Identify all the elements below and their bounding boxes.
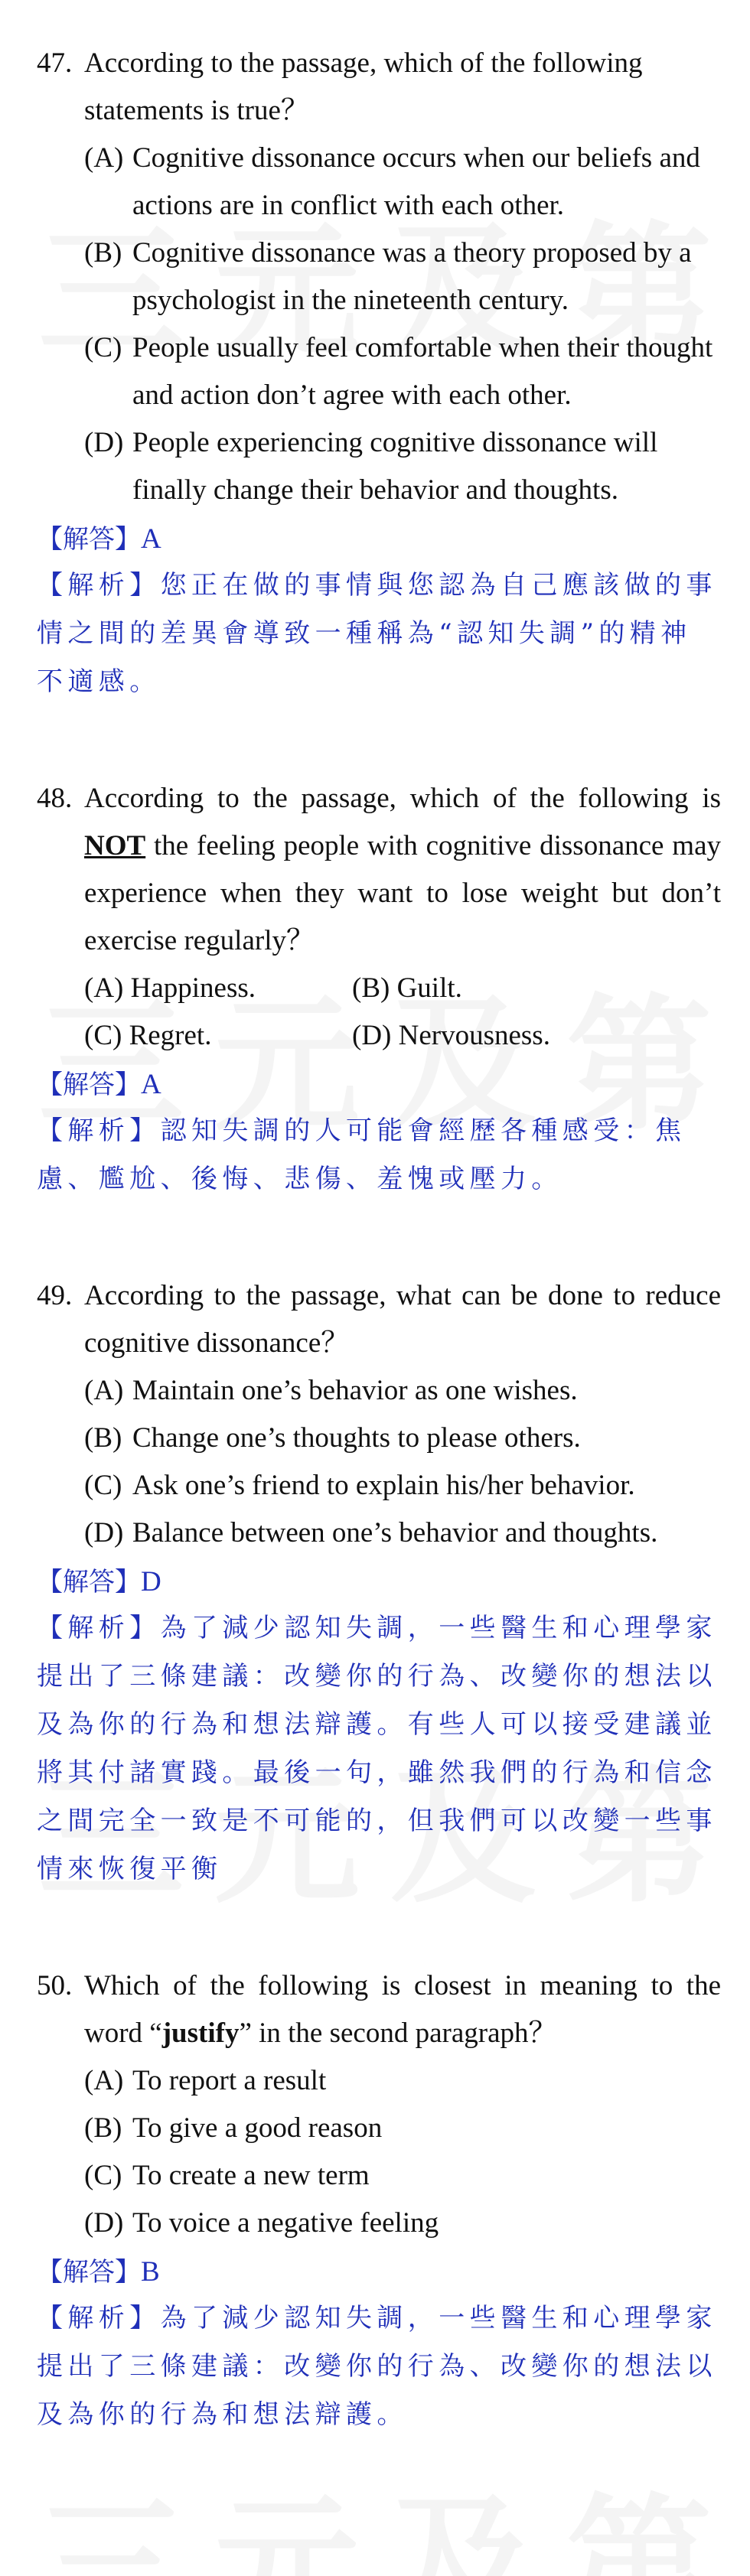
option-text: Balance between one’s behavior and thoughts. <box>132 1517 658 1549</box>
option-letter: (A) <box>84 972 124 1004</box>
question-stem <box>37 1272 721 1367</box>
question-number: 50. <box>37 1970 73 2001</box>
option-a <box>37 135 721 230</box>
question-stem <box>37 1962 721 2057</box>
option-d <box>37 419 721 514</box>
option-letter: (B) <box>84 2112 122 2144</box>
option-letter: (D) <box>352 1020 392 1051</box>
option-letter: (C) <box>84 332 122 363</box>
option-letter: (C) <box>84 2160 122 2191</box>
option-letter: (D) <box>84 1517 124 1549</box>
analysis-text: 【解析】認知失調的人可能會經歷各種感受：焦慮、尷尬、後悔、悲傷、羞愧或壓力。 <box>37 1115 686 1194</box>
answer-label: 【解答】 <box>37 2257 141 2288</box>
emphasis-not: NOT <box>84 830 146 861</box>
option-b <box>37 230 721 324</box>
watermark <box>38 2448 712 2576</box>
answer-line <box>37 517 721 562</box>
option-c <box>37 1462 721 1509</box>
option-letter: (A) <box>84 142 124 174</box>
question-number: 49. <box>37 1280 73 1311</box>
answer-value: A <box>141 523 161 555</box>
question-text: According to the passage, which of the following statements is true？ <box>84 47 643 126</box>
option-d <box>352 1012 620 1060</box>
answer-line <box>37 2250 721 2294</box>
option-b <box>352 965 620 1012</box>
option-text: To give a good reason <box>132 2112 383 2144</box>
option-text: Change one’s thoughts to please others. <box>132 1422 581 1454</box>
answer-line <box>37 1063 721 1107</box>
option-text: Cognitive dissonance occurs when our beliefs and actions are in conflict with each other. <box>132 142 700 221</box>
option-c <box>37 2152 721 2200</box>
question-text: According to the passage, what can be done to reduce cognitive dissonance？ <box>84 1280 721 1359</box>
question-stem <box>37 40 721 135</box>
question-text-after: ” in the second paragraph？ <box>239 2017 557 2049</box>
question-50 <box>37 1962 721 2439</box>
option-text: Regret. <box>129 1020 212 1051</box>
option-letter: (C) <box>84 1020 122 1051</box>
option-a <box>37 2057 721 2105</box>
question-47 <box>37 40 721 706</box>
option-a <box>84 965 352 1012</box>
option-letter: (B) <box>84 1422 122 1454</box>
analysis-text: 【解析】為了減少認知失調，一些醫生和心理學家提出了三條建議：改變你的行為、改變你的想法以及為你的行為和想法辯護。有些人可以接受建議並將其付諸實踐。最後一句，雖然我們的行為和信念之間完全一致是不可能的，但我們可以改變一些事情來恢復平衡 <box>37 1613 717 1884</box>
option-letter: (B) <box>352 972 390 1004</box>
answer-label: 【解答】 <box>37 1567 141 1597</box>
option-text: To create a new term <box>132 2160 370 2191</box>
option-text: To report a result <box>132 2065 327 2096</box>
question-48 <box>37 775 721 1203</box>
option-c <box>84 1012 352 1060</box>
question-text-after: the feeling people with cognitive dissonance may experience when they want to lose weight but don’t exercise regularly？ <box>84 830 721 956</box>
question-49 <box>37 1272 721 1894</box>
option-letter: (C) <box>84 1470 122 1501</box>
option-text: People usually feel comfortable when their thought and action don’t agree with each other. <box>132 332 713 411</box>
question-text-before: Which of the following is closest in meaning to the word “ <box>84 1970 721 2049</box>
option-c <box>37 324 721 419</box>
option-letter: (D) <box>84 2207 124 2239</box>
answer-label: 【解答】 <box>37 1070 141 1100</box>
option-letter: (B) <box>84 237 122 269</box>
answer-value: D <box>141 1566 161 1597</box>
option-b <box>37 1415 721 1462</box>
option-text: People experiencing cognitive dissonance will finally change their behavior and thoughts. <box>132 427 658 506</box>
option-row <box>37 1012 721 1060</box>
option-row <box>37 965 721 1012</box>
question-stem <box>37 775 721 965</box>
option-b <box>37 2105 721 2152</box>
option-text: Happiness. <box>130 972 256 1004</box>
option-text: Ask one’s friend to explain his/her behavior. <box>132 1470 635 1501</box>
option-letter: (D) <box>84 427 124 458</box>
option-text: Maintain one’s behavior as one wishes. <box>132 1375 578 1406</box>
option-d <box>37 2200 721 2247</box>
analysis-text: 【解析】您正在做的事情與您認為自己應該做的事情之間的差異會導致一種稱為“認知失調”的精神不適感。 <box>37 570 717 697</box>
option-a <box>37 1367 721 1415</box>
question-number: 47. <box>37 47 73 79</box>
answer-label: 【解答】 <box>37 524 141 555</box>
question-number: 48. <box>37 783 73 814</box>
analysis-text: 【解析】為了減少認知失調，一些醫生和心理學家提出了三條建議：改變你的行為、改變你的想法以及為你的行為和想法辯護。 <box>37 2303 717 2430</box>
option-text: To voice a negative feeling <box>132 2207 439 2239</box>
option-d <box>37 1509 721 1557</box>
option-letter: (A) <box>84 1375 124 1406</box>
answer-line <box>37 1560 721 1604</box>
option-text: Cognitive dissonance was a theory proposed by a psychologist in the nineteenth century. <box>132 237 692 316</box>
option-text: Guilt. <box>396 972 462 1004</box>
option-text: Nervousness. <box>398 1020 550 1051</box>
emphasis-justify: justify <box>161 2017 240 2049</box>
answer-value: B <box>141 2256 160 2288</box>
option-letter: (A) <box>84 2065 124 2096</box>
answer-value: A <box>141 1069 161 1100</box>
question-text-before: According to the passage, which of the following is <box>84 783 721 814</box>
